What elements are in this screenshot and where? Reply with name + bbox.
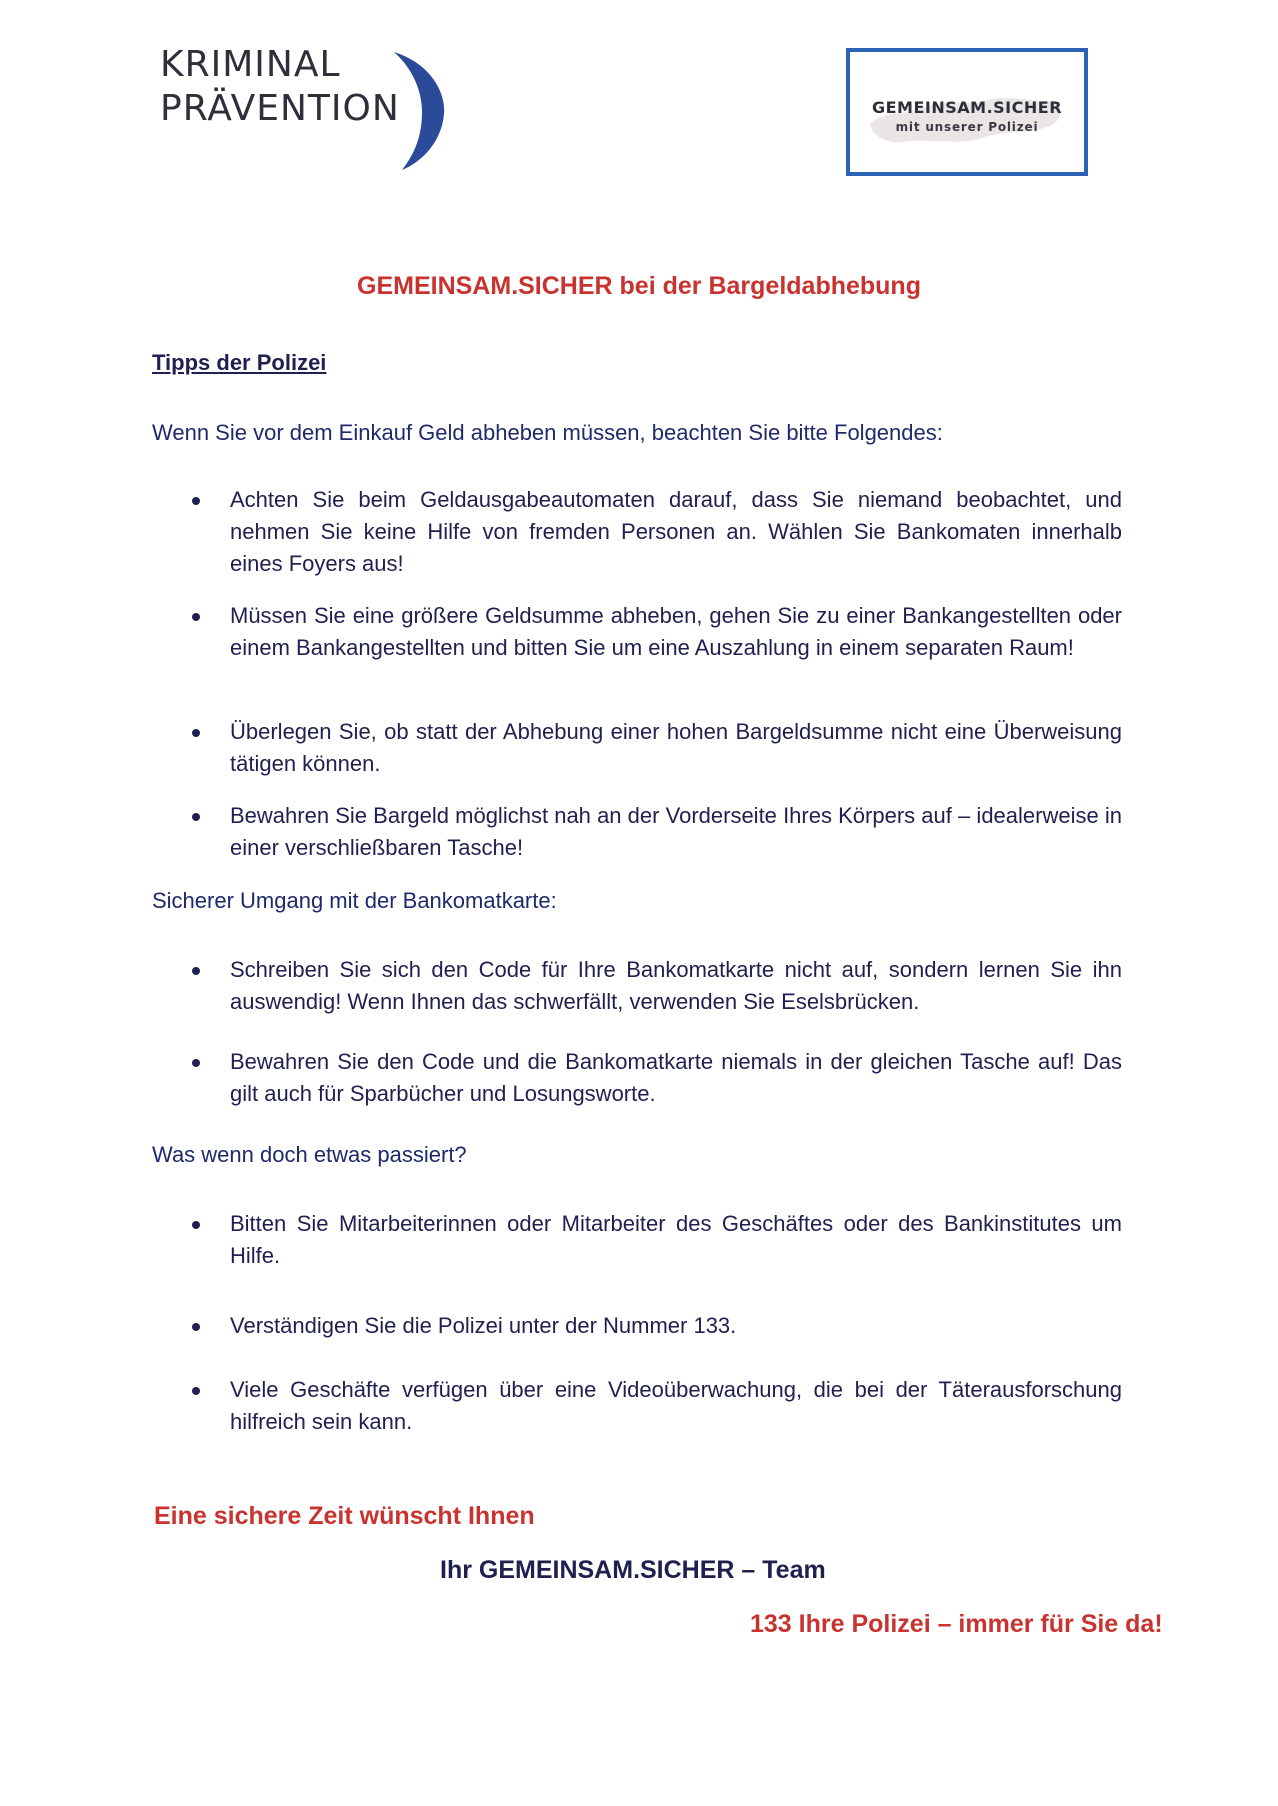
list-item	[230, 484, 1122, 580]
section3-heading: Was wenn doch etwas passiert?	[152, 1142, 467, 1167]
list-item-text: Achten Sie beim Geldausgabeautomaten darauf, dass Sie niemand beobachtet, und nehmen Sie keine Hilfe von fremden Personen an. Wählen Sie Bankomaten innerhalb eines Foyers aus!	[230, 487, 1122, 576]
bullet-icon	[192, 497, 200, 505]
closing-text: Eine sichere Zeit wünscht Ihnen	[154, 1502, 535, 1530]
logo-subtitle: mit unserer Polizei	[895, 120, 1039, 134]
bullet-icon	[192, 613, 200, 621]
team-signature: Ihr GEMEINSAM.SICHER – Team	[440, 1556, 826, 1584]
gemeinsam-sicher-logo	[846, 48, 1088, 176]
list-item-text: Schreiben Sie sich den Code für Ihre Bankomatkarte nicht auf, sondern lernen Sie ihn auswendig! Wenn Ihnen das schwerfällt, verwenden Sie Eselsbrücken.	[230, 957, 1122, 1014]
list-item-text: Bitten Sie Mitarbeiterinnen oder Mitarbeiter des Geschäftes oder des Bankinstitutes um Hilfe.	[230, 1211, 1122, 1268]
section2-heading: Sicherer Umgang mit der Bankomatkarte:	[152, 888, 557, 913]
bullet-icon	[192, 813, 200, 821]
logo-title: GEMEINSAM.SICHER	[871, 98, 1063, 117]
list-item-text: Viele Geschäfte verfügen über eine Videoüberwachung, die bei der Täterausforschung hilfreich sein kann.	[230, 1377, 1122, 1434]
bullet-icon	[192, 1387, 200, 1395]
list-item-text: Verständigen Sie die Polizei unter der Nummer 133.	[230, 1313, 737, 1338]
list-item-text: Überlegen Sie, ob statt der Abhebung einer hohen Bargeldsumme nicht eine Überweisung tätigen können.	[230, 719, 1122, 776]
intro-text: Wenn Sie vor dem Einkauf Geld abheben müssen, beachten Sie bitte Folgendes:	[152, 420, 943, 445]
page-title: GEMEINSAM.SICHER bei der Bargeldabhebung	[357, 272, 921, 300]
list-item	[230, 1310, 1122, 1342]
list-item-text: Müssen Sie eine größere Geldsumme abheben, gehen Sie zu einer Bankangestellten oder einem Bankangestellten und bitten Sie um eine Auszahlung in einem separaten Raum!	[230, 603, 1122, 660]
list-item	[230, 600, 1122, 664]
crescent-logo-icon	[388, 48, 448, 172]
bullet-icon	[192, 1323, 200, 1331]
list-item	[230, 1046, 1122, 1110]
tips-heading: Tipps der Polizei	[152, 350, 327, 375]
list-item	[230, 800, 1122, 864]
list-item-text: Bewahren Sie den Code und die Bankomatkarte niemals in der gleichen Tasche auf! Das gilt auch für Sparbücher und Losungsworte.	[230, 1049, 1122, 1106]
list-item	[230, 716, 1122, 780]
list-item	[230, 1208, 1122, 1272]
bullet-icon	[192, 1221, 200, 1229]
logo-text-line1: KRIMINAL	[160, 44, 341, 85]
logo-text-line2: PRÄVENTION	[160, 88, 400, 129]
kriminalpraevention-logo	[160, 44, 460, 174]
list-item	[230, 1374, 1122, 1438]
bullet-icon	[192, 967, 200, 975]
list-item	[230, 954, 1122, 1018]
list-item-text: Bewahren Sie Bargeld möglichst nah an der Vorderseite Ihres Körpers auf – idealerweise in einer verschließbaren Tasche!	[230, 803, 1122, 860]
slogan-text: 133 Ihre Polizei – immer für Sie da!	[750, 1610, 1163, 1638]
austria-map-icon	[864, 86, 1070, 150]
bullet-icon	[192, 1059, 200, 1067]
bullet-icon	[192, 729, 200, 737]
